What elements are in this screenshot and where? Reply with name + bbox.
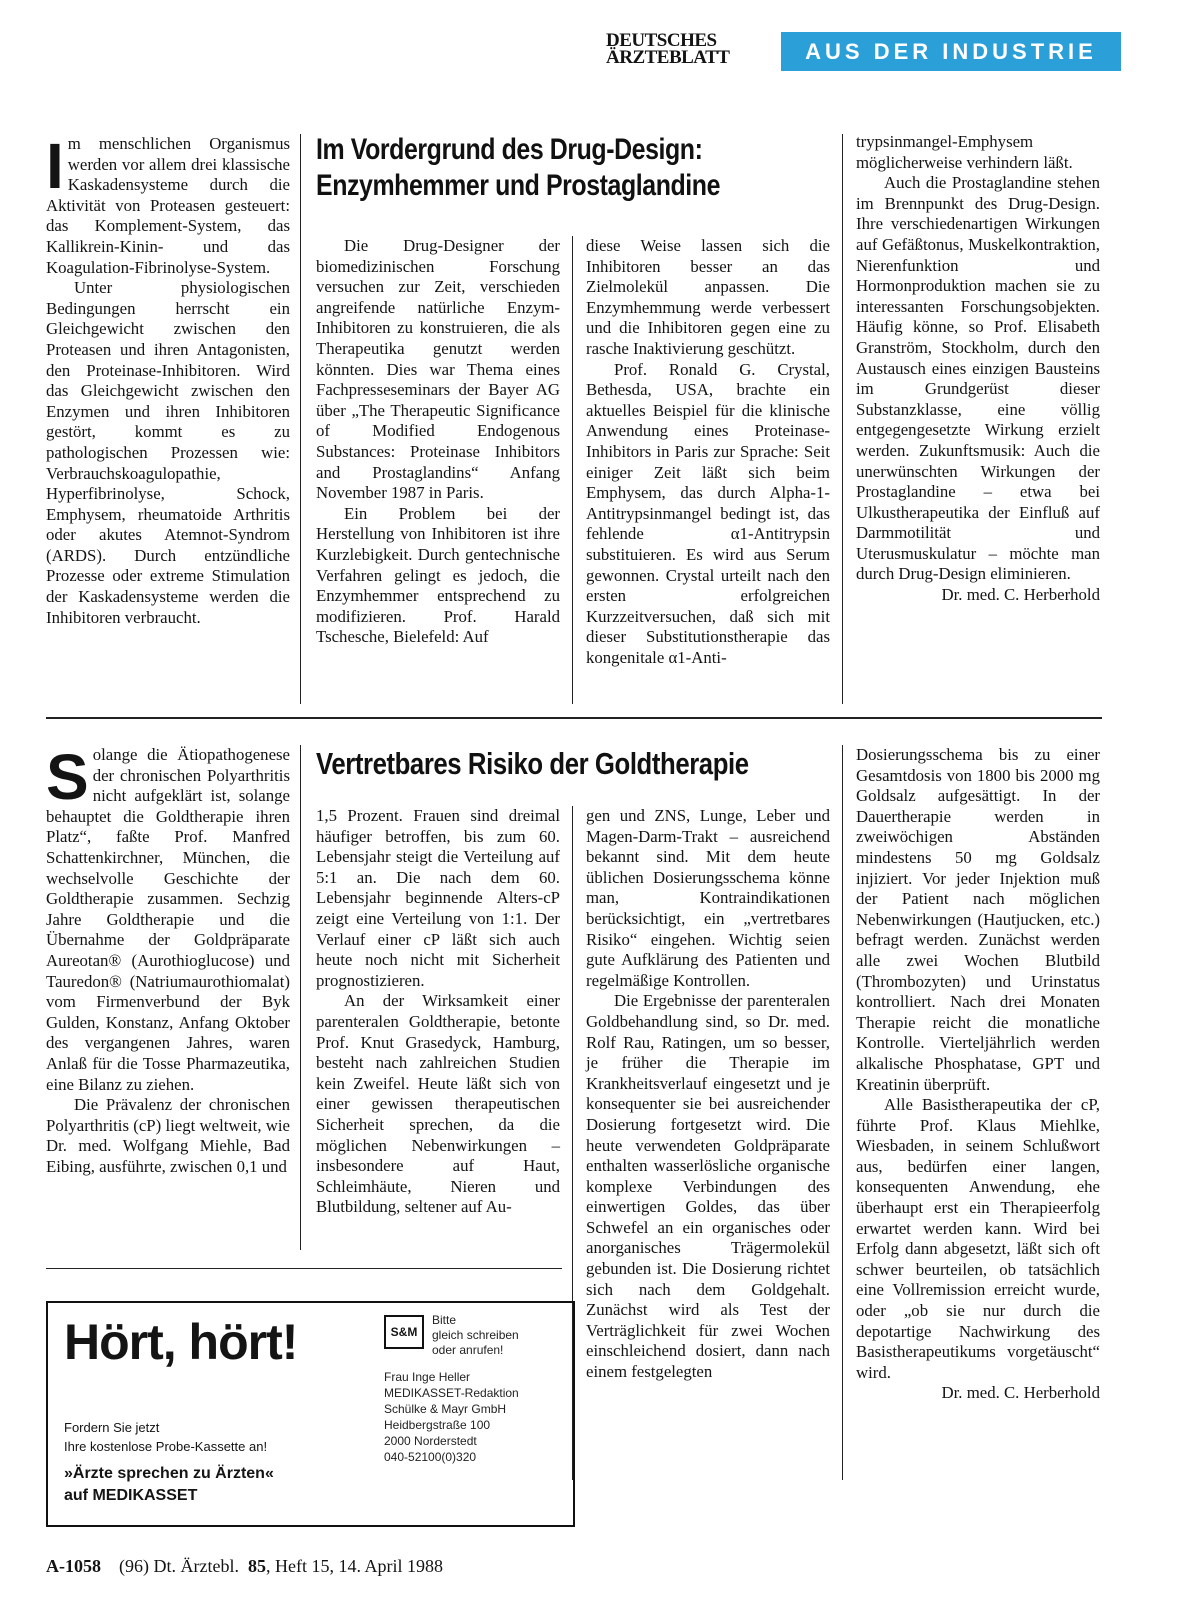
ad-order-line1: Fordern Sie jetzt xyxy=(64,1420,160,1435)
article2-paragraph: 1,5 Prozent. Frauen sind dreimal häufiger betroffen, bis zum 60. Lebensjahr steigt die Verteilung auf 5:1 an. Die nach dem 60. Lebensjahr beginnende Alters-cP zeigt eine Verteilung von 1:1. Der Verlauf einer cP läßt sich auch heute noch nicht mit Sicherheit prognostizieren. xyxy=(316,806,560,990)
article2-paragraph: olange die Ätiopathogenese der chronischen Polyarthritis nicht aufgeklärt ist, solange behauptet die Goldtherapie ihren Platz“, faßte Prof. Manfred Schattenkirchner, München, die wechselvolle Geschichte der Goldtherapie zusammen. Sechzig Jahre Goldtherapie und die Übernahme der Goldpräparate Aureotan® (Aurothioglucose) und Tauredon® (Natriumaurothiomalat) vom Firmenverbund der Byk Gulden, Konstanz, Anfang Oktober des vergangenen Jahres, waren Anlaß für die Tosse Pharmazeutika, eine Bilanz zu ziehen. xyxy=(46,745,290,1094)
article1-paragraph: m menschlichen Organismus werden vor allem drei klassische Kaskadensysteme durch die Aktivität von Proteasen gesteuert: das Komplement-System, das Kallikrein-Kinin- und das Koagulation-Fibrinolyse-System. xyxy=(46,134,290,277)
ad-slogan-line1: »Ärzte sprechen zu Ärzten« xyxy=(64,1465,274,1482)
masthead xyxy=(606,32,766,66)
column-divider xyxy=(300,745,301,1250)
article1-paragraph: Auch die Prostaglandine stehen im Brennpunkt des Drug-Design. Ihre verschiedenartigen Wirkungen auf Gefäßtonus, Muskelkontraktion, Nierenfunktion und Hormonproduktion machen sie zu interessanten Forschungsobjekten. Häufig könne, so Prof. Elisabeth Granström, Stockholm, durch den Austausch eines einzigen Bausteins im Grundgerüst dieser Substanzklasse, eine völlig entgegengesetzte Wirkung erzielt werden. Zukunftsmusik: Auch die unerwünschten Wirkungen der Prostaglandine – etwa bei Ulkustherapeutika der Einfluß auf Darmmotilität und Uterusmuskulatur – möchte man durch Drug-Design eliminieren. xyxy=(856,173,1100,584)
article1-paragraph: Die Drug-Designer der biomedizinischen Forschung versuchen zur Zeit, verschieden angreifende natürliche Enzym-Inhibitoren zu konstruieren, die als Therapeutika genutzt werden könnten. Dies war Thema eines Fachpresseseminars der Bayer AG über „The Therapeutic Significance of Modified Endogenous Substances: Proteinase Inhibitors and Prostaglandins“ Anfang November 1987 in Paris. xyxy=(316,236,560,503)
article1-column4 xyxy=(856,132,1100,606)
article2-paragraph: Die Prävalenz der chronischen Polyarthritis (cP) liegt weltweit, wie Dr. med. Wolfgang Miehle, Bad Eibing, ausführte, zwischen 0,1 und xyxy=(46,1095,290,1176)
article1-paragraph: Unter physiologischen Bedingungen herrscht ein Gleichgewicht zwischen den Proteasen und ihren Antagonisten, den Proteinase-Inhibitoren. Wird das Gleichgewicht zwischen den Enzymen und ihren Inhibitoren gestört, kommt es zu pathologischen Prozessen wie: Verbrauchskoagulopathie, Hyperfibrinolyse, Schock, Emphysem, rheumatoide Arthritis oder akutes Atemnot-Syndrom (ARDS). Durch entzündliche Prozesse oder extreme Stimulation der Kaskadensysteme werden die Inhibitoren verbraucht. xyxy=(46,278,290,627)
ad-logo: S&M xyxy=(384,1315,424,1349)
ad-address-line: 2000 Norderstedt xyxy=(384,1434,477,1448)
advertisement xyxy=(46,1301,575,1527)
ad-bitte-line1: Bitte xyxy=(432,1313,457,1327)
article1-column2 xyxy=(316,236,560,648)
article1-paragraph: Prof. Ronald G. Crystal, Bethesda, USA, brachte ein aktuelles Beispiel für die klinische Anwendung eines Proteinase-Inhibitors in Paris zur Sprache: Seit einiger Zeit läßt sich beim Emphysem, das durch Alpha-1-Antitrypsinmangel bedingt ist, das fehlende α1-Antitrypsin substituieren. Es wird aus Serum gewonnen. Crystal urteilt nach den ersten erfolgreichen Kurzzeitversuchen, daß sich mit dieser Substitutionstherapie das kongenitale α1-Anti- xyxy=(586,359,830,667)
article1-column3 xyxy=(586,236,830,668)
ad-bitte-line3: oder anrufen! xyxy=(432,1343,504,1357)
article1-column1 xyxy=(46,130,290,628)
article1-dropcap: I xyxy=(46,130,64,202)
article1-paragraph: Ein Problem bei der Herstellung von Inhibitoren ist ihre Kurzlebigkeit. Durch gentechnische Verfahren gelingt es jedoch, die Enzymhemmer entsprechend zu modifizieren. Prof. Harald Tschesche, Bielefeld: Auf xyxy=(316,503,560,647)
page-footer xyxy=(46,1556,443,1577)
article2-title: Vertretbares Risiko der Goldtherapie xyxy=(316,746,749,781)
ad-address-line: Schülke & Mayr GmbH xyxy=(384,1402,507,1416)
article1-paragraph: trypsinmangel-Emphysem möglicherweise verhindern läßt. xyxy=(856,132,1073,172)
column-divider xyxy=(572,236,573,704)
footer-page-number: A-1058 xyxy=(46,1556,101,1576)
ad-address-line: MEDIKASSET-Redaktion xyxy=(384,1386,519,1400)
article2-paragraph: An der Wirksamkeit einer parenteralen Goldtherapie, betonte Prof. Knut Grasedyck, Hamburg, besteht nach zahlreichen Studien kein Zweifel. Heute läßt sich von einer gewissen therapeutischen Sicherheit sprechen, da die möglichen Nebenwirkungen – insbesondere auf Haut, Schleimhäute, Nieren und Blutbildung, seltener auf Au- xyxy=(316,991,560,1217)
ad-bitte-line2: gleich schreiben xyxy=(432,1328,519,1342)
ad-slogan-line2: auf MEDIKASSET xyxy=(64,1487,198,1504)
column-divider xyxy=(300,134,301,704)
article1-title xyxy=(316,132,720,204)
column-end-rule xyxy=(46,1268,562,1269)
article2-paragraph: Alle Basistherapeutika der cP, führte Prof. Klaus Miehlke, Wiesbaden, in seinem Schlußwort aus, bedürfen einer langen, konsequenten Anwendung, ehe überhaupt erst ein Therapieerfolg erwartet werden kann. Wird bei Erfolg dann abgesetzt, läßt sich oft schwer beurteilen, ob tatsächlich eine Vollremission erreicht wurde, oder „ob sie nur durch die depotartige Nachwirkung des Basistherapeutikums vorgetäuscht“ wird. xyxy=(856,1095,1100,1382)
article1-signature: Dr. med. C. Herberhold xyxy=(941,585,1100,605)
article-separator xyxy=(46,717,1102,719)
ad-call-to-action xyxy=(432,1313,519,1358)
article2-dropcap: S xyxy=(46,741,89,813)
footer-journal: (96) Dt. Ärztebl. xyxy=(119,1556,239,1576)
masthead-line2: ÄRZTEBLATT xyxy=(606,47,730,68)
column-divider xyxy=(842,134,843,704)
article2-paragraph: gen und ZNS, Lunge, Leber und Magen-Darm-Trakt – ausreichend bekannt sind. Mit dem heute üblichen Dosierungsschema könne man, Kontraindikationen berücksichtigt, ein „vertretbares Risiko“ eingehen. Wichtig seien gute Aufklärung des Patienten und regelmäßige Kontrollen. xyxy=(586,806,830,990)
ad-order-line2: Ihre kostenlose Probe-Kassette an! xyxy=(64,1439,268,1454)
masthead-line1: DEUTSCHES xyxy=(606,30,717,51)
article1-title-line1: Im Vordergrund des Drug-Design: xyxy=(316,133,703,166)
article1-paragraph: diese Weise lassen sich die Inhibitoren besser an das Zielmolekül anpassen. Die Enzymhemmung werde verbessert und die Inhibitoren gegen eine zu rasche Inaktivierung geschützt. xyxy=(586,236,830,358)
section-banner: AUS DER INDUSTRIE xyxy=(781,32,1121,71)
ad-address-line: Heidbergstraße 100 xyxy=(384,1418,491,1432)
footer-volume: 85 xyxy=(247,1556,266,1576)
footer-issue: , Heft 15, 14. April 1988 xyxy=(265,1556,443,1576)
ad-headline: Hört, hört! xyxy=(64,1314,298,1370)
article2-column2 xyxy=(316,806,560,1218)
article2-signature: Dr. med. C. Herberhold xyxy=(941,1383,1100,1403)
ad-address-line: Frau Inge Heller xyxy=(384,1370,471,1384)
article2-column3 xyxy=(586,806,830,1383)
ad-address-line: 040-52100(0)320 xyxy=(384,1450,477,1464)
article2-column1 xyxy=(46,741,290,1177)
article1-title-line2: Enzymhemmer und Prostaglandine xyxy=(316,169,721,202)
ad-address xyxy=(384,1369,519,1465)
article2-paragraph: Die Ergebnisse der parenteralen Goldbehandlung sind, so Dr. med. Rolf Rau, Ratingen, um so besser, je früher die Therapie im Krankheitsverlauf eingesetzt und je konsequenter sie bei ausreichender Dosierung fortgesetzt wird. Die heute verwendeten Goldpräparate enthalten wasserlösliche organische komplexe Verbindungen des einwertigen Goldes, das über Schwefel an ein organisches oder anorganisches Trägermolekül gebunden ist. Die Dosierung richtet sich nach dem Goldgehalt. Zunächst wird als Test der Verträglichkeit für zwei Wochen einschleichend dosiert, dann nach einem festgelegten xyxy=(586,991,830,1382)
article2-column4 xyxy=(856,745,1100,1404)
column-divider xyxy=(842,745,843,1480)
article2-paragraph: Dosierungsschema bis zu einer Gesamtdosis von 1800 bis 2000 mg Goldsalz aufgesättigt. In der Dauertherapie werden in zweiwöchigen Abständen mindestens 50 mg Goldsalz injiziert. Vor jeder Injektion muß der Patient nach möglichen Nebenwirkungen (Hautjucken, etc.) befragt werden. Zunächst werden alle zwei Wochen Blutbild (Thrombozyten) und Urinstatus kontrolliert. Nach drei Monaten Therapie reicht die monatliche Kontrolle. Vierteljährlich werden alkalische Phosphatase, GPT und Kreatinin überprüft. xyxy=(856,745,1100,1094)
